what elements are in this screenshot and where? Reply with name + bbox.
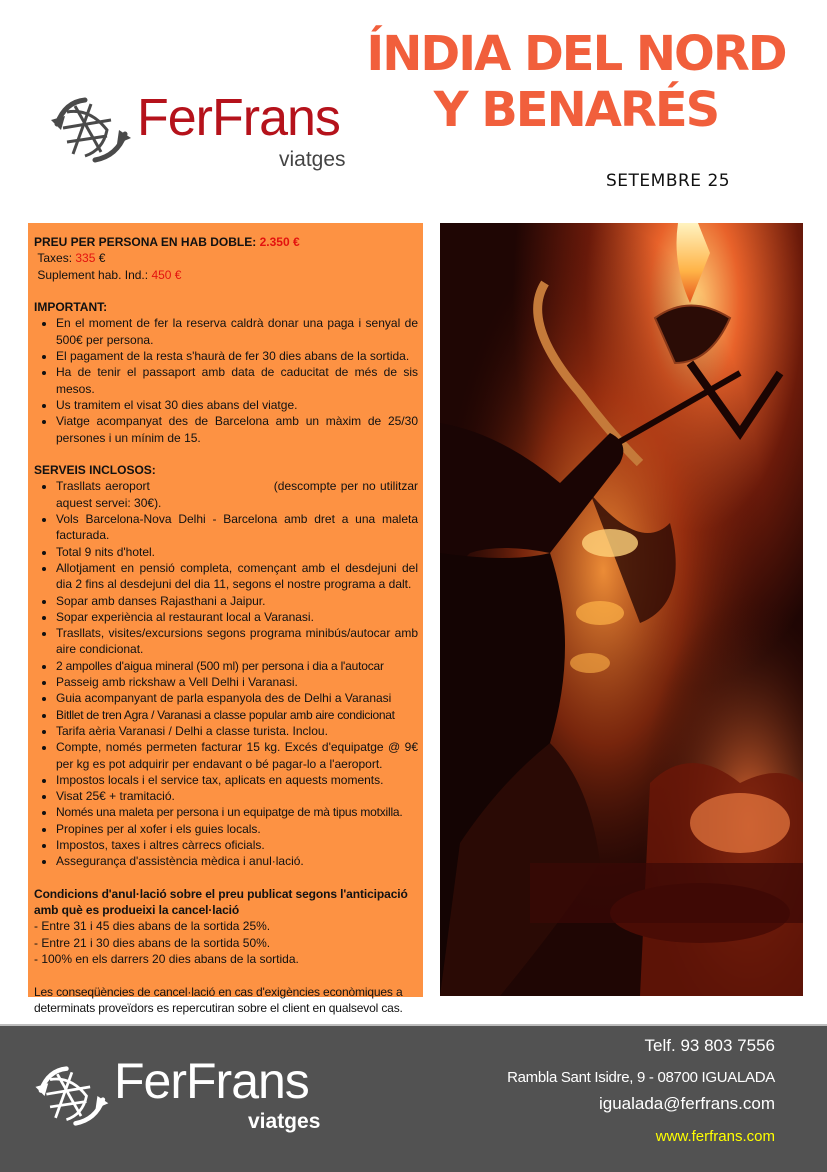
trip-date: SETEMBRE 25: [606, 171, 731, 191]
brand-subtitle: viatges: [279, 148, 346, 171]
list-item: • Ha de tenir el passaport amb data de caducitat de més de sis mesos.: [56, 364, 418, 397]
list-item: • El pagament de la resta s'haurà de fer 30 dies abans de la sortida.: [56, 348, 418, 364]
list-item: • Sopar experiència al restaurant local a Varanasi.: [56, 609, 418, 625]
trip-title: [356, 26, 796, 138]
info-panel: [28, 223, 423, 1015]
list-item: • En el moment de fer la reserva caldrà donar una paga i senyal de 500€ per persona.: [56, 315, 418, 348]
list-item: • 2 ampolles d'aigua mineral (500 ml) per persona i dia a l'autocar: [56, 658, 418, 674]
important-heading: IMPORTANT:: [34, 300, 108, 315]
footer: [0, 1024, 827, 1172]
website-link[interactable]: www.ferfrans.com: [655, 1128, 775, 1145]
list-item: • Vols Barcelona-Nova Delhi - Barcelona amb dret a una maleta facturada.: [56, 511, 418, 544]
list-item: • Allotjament en pensió completa, començant amb el desdejuni del dia 2 fins al desdejuni del dia 11, segons el nostre programa a dalt.: [56, 560, 418, 593]
list-item: • Trasllats, visites/excursions segons programa minibús/autocar amb aire condicionat.: [56, 625, 418, 658]
list-item: • Sopar amb danses Rajasthani a Jaipur.: [56, 593, 418, 609]
cancellation-note: Les conseqüències de cancel·lació en cas d'exigències econòmiques a determinats proveïdors es repercutiran sobre el client en qualsevol cas.: [34, 984, 403, 1015]
list-item: • Viatge acompanyat des de Barcelona amb un màxim de 25/30 persones i un mínim de 15.: [56, 413, 418, 446]
address: Rambla Sant Isidre, 9 - 08700 IGUALADA: [507, 1069, 775, 1086]
price-label: PREU PER PERSONA EN HAB DOBLE:: [34, 235, 257, 249]
list-item: • Us tramitem el visat 30 dies abans del viatge.: [56, 397, 418, 413]
phone: Telf. 93 803 7556: [644, 1036, 775, 1055]
list-item: • Visat 25€ + tramitació.: [56, 788, 418, 804]
taxes-value: 335: [75, 251, 96, 266]
services-heading: SERVEIS INCLOSOS:: [34, 463, 156, 478]
list-item: • Impostos locals i el service tax, aplicats en aquests moments.: [56, 772, 418, 788]
brand-name: FerFrans: [137, 89, 340, 147]
list-item: • Impostos, taxes i altres càrrecs oficials.: [56, 837, 418, 853]
list-item: • Trasllats aeroport (descompte per no utilitzar aquest servei: 30€).: [56, 478, 418, 511]
globe-arrows-icon: [45, 90, 135, 170]
supplement-line: [34, 267, 418, 283]
trip-title-line1: ÍNDIA DEL NORD: [366, 26, 786, 82]
trip-title-line2: Y BENARÉS: [433, 82, 719, 138]
supplement-value: 450 €: [151, 267, 182, 282]
ceremony-photo: [440, 223, 803, 996]
list-item: • Passeig amb rickshaw a Vell Delhi i Varanasi.: [56, 674, 418, 690]
taxes-label: Taxes:: [37, 251, 73, 266]
email-link[interactable]: igualada@ferfrans.com: [598, 1094, 775, 1113]
list-item: • Assegurança d'assistència mèdica i anul·lació.: [56, 853, 418, 869]
list-item: • Compte, només permeten facturar 15 kg. Excés d'equipatge @ 9€ per kg es pot adquirir per endavant o bé pagar-lo a l'aeroport.: [56, 739, 418, 772]
globe-arrows-icon: [30, 1058, 112, 1134]
supplement-label: Suplement hab. Ind.:: [37, 267, 149, 282]
ferfrans-logo: [45, 86, 375, 182]
list-item: • Bitllet de tren Agra / Varanasi a classe popular amb aire condicionat: [56, 707, 418, 723]
footer-logo: [30, 1052, 330, 1142]
list-item: • Total 9 nits d'hotel.: [56, 544, 418, 560]
list-item: • Guia acompanyant de parla espanyola des de Delhi a Varanasi: [56, 690, 418, 706]
cancellation-line: - Entre 31 i 45 dies abans de la sortida 25%.: [34, 919, 271, 934]
price-line: [34, 234, 418, 250]
list-item: • Tarifa aèria Varanasi / Delhi a classe turista. Inclou.: [56, 723, 418, 739]
taxes-currency: €: [98, 251, 106, 266]
price-value: 2.350 €: [259, 235, 300, 249]
cancellation-line: - Entre 21 i 30 dies abans de la sortida 50%.: [34, 935, 271, 950]
services-list: [34, 478, 422, 869]
list-item: • Propines per al xofer i els guies locals.: [56, 821, 418, 837]
ceremony-photo-illustration: [440, 223, 803, 996]
list-item: • Només una maleta per persona i un equipatge de mà tipus motxilla.: [56, 804, 418, 820]
taxes-line: [34, 250, 418, 266]
important-list: [34, 315, 418, 445]
footer-brand-subtitle: viatges: [248, 1110, 321, 1133]
cancellation-heading: Condicions d'anul·lació sobre el preu publicat segons l'anticipació amb què es produeixi la cancel·lació: [34, 886, 408, 918]
footer-brand-name: FerFrans: [114, 1053, 309, 1109]
cancellation-line: - 100% en els darrers 20 dies abans de la sortida.: [34, 952, 299, 967]
